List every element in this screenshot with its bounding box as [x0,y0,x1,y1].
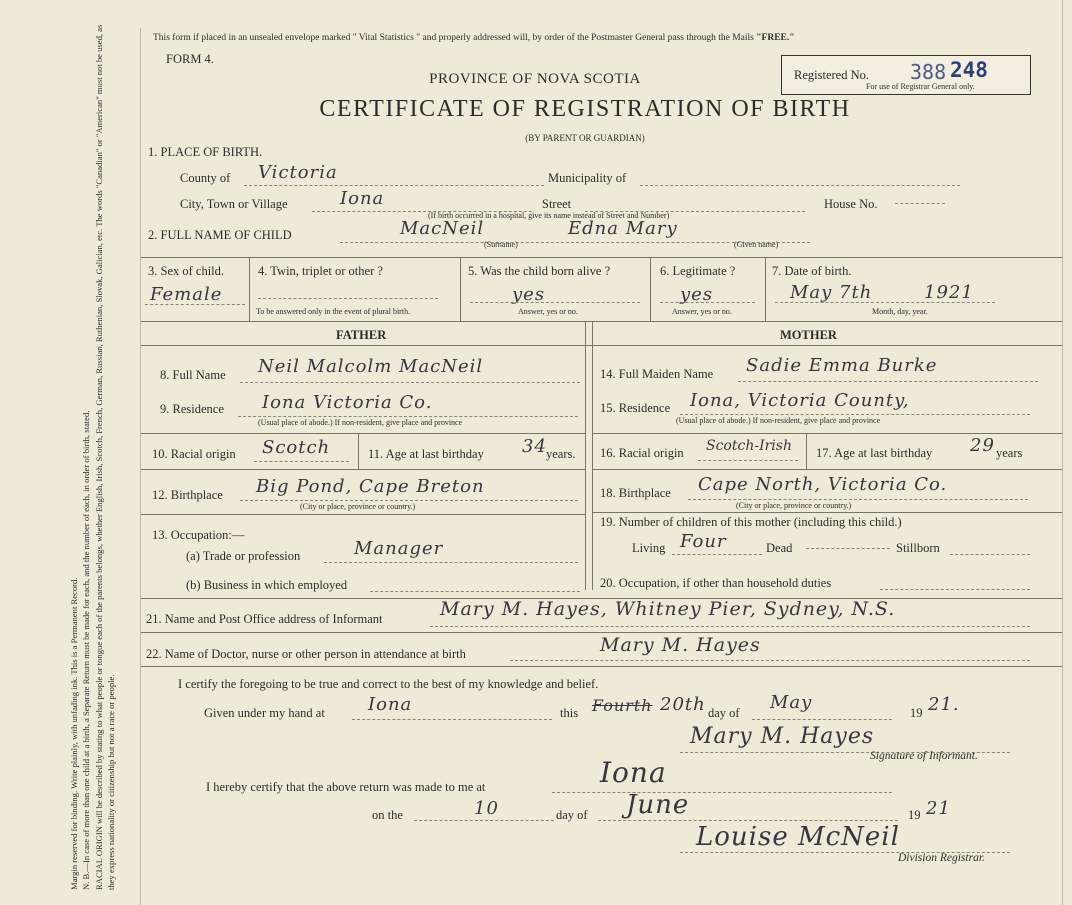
struck-day: Fourth [592,696,653,715]
registrar-day: 10 [474,798,499,819]
given-name-note: (Given name) [734,240,779,249]
registered-number-box [781,55,1031,95]
registrar-signature-label: Division Registrar. [898,852,985,864]
legitimate-value: yes [680,284,714,305]
legitimate-label: 6. Legitimate ? [660,264,736,278]
mother-birthplace-note: (City or place, province or country.) [736,501,852,510]
dead-line [806,548,890,549]
mother-residence-line [680,414,1030,415]
informant-signature: Mary M. Hayes [690,724,875,749]
house-number-label: House No. [824,197,878,211]
mother-residence-label: 15. Residence [600,401,671,415]
registered-number-part2: 248 [950,58,988,82]
informant-label: 21. Name and Post Office address of Informant [146,612,383,626]
column-divider [585,321,586,590]
street-label: Street [542,197,572,211]
divider [141,321,1062,322]
form-border-right [1062,0,1063,905]
sex-line [145,304,245,305]
informant-value: Mary M. Hayes, Whitney Pier, Sydney, N.S. [440,598,896,620]
father-trade-label: (a) Trade or profession [186,549,301,563]
registrar-signature: Louise McNeil [696,822,900,852]
plural-birth-note: To be answered only in the event of plural birth. [256,307,411,316]
father-business-line [370,591,580,592]
divider [141,632,1062,633]
living-label: Living [632,541,666,555]
date-of-birth-year: 1921 [924,282,974,303]
divider [141,345,1062,346]
father-residence-note: (Usual place of abode.) If non-resident, give place and province [258,418,463,427]
given-year: 21. [928,694,960,715]
father-birthplace-label: 12. Birthplace [152,488,223,502]
father-occupation-label: 13. Occupation:— [152,528,245,542]
house-number-line [895,203,945,204]
mother-heading: MOTHER [780,328,837,342]
nb-note: N. B.—In case of more than one child at a birth, a Separate Return must be made for each, and the number of each, in order of birth, stated. [81,410,92,890]
child-name-label: 2. FULL NAME OF CHILD [148,228,292,242]
divider [358,433,359,469]
plural-birth-line [258,298,438,299]
county-line [244,185,544,186]
father-residence-value: Iona Victoria Co. [262,392,433,413]
postal-note-text: This form if placed in an unsealed envelope marked " Vital Statistics " and properly addressed will, by order of the Postmaster General pass through the Mails [153,33,754,43]
hospital-note: (If birth occurred in a hospital, give its name instead of Street and Number) [428,211,670,220]
father-residence-line [238,416,578,417]
divider [592,433,1062,434]
mother-birthplace-line [688,499,1028,500]
divider [141,469,586,470]
doctor-line [510,660,1030,661]
father-birthplace-line [240,500,578,501]
mother-age-value: 29 [970,435,995,456]
father-trade-line [324,562,578,563]
registrar-place: Iona [600,756,667,789]
county-value: Victoria [258,162,338,183]
plural-birth-label: 4. Twin, triplet or other ? [258,264,383,278]
registrar-use-note: For use of Registrar General only. [866,82,975,91]
father-age-years: years. [546,447,576,461]
on-the-label: on the [372,808,403,822]
father-birthplace-note: (City or place, province or country.) [300,502,416,511]
divider [141,257,1062,258]
registrar-day-line [414,820,554,821]
born-alive-note: Answer, yes or no. [518,307,578,316]
sex-label: 3. Sex of child. [148,264,225,278]
father-residence-label: 9. Residence [160,402,224,416]
place-of-birth-heading: 1. PLACE OF BIRTH. [148,145,263,159]
page-subtitle: (BY PARENT OR GUARDIAN) [525,133,645,143]
given-year-prefix: 19 [910,706,923,720]
father-name-line [240,382,580,383]
racial-origin-note: RACIAL ORIGIN will be described by stating to what people or tongue each of the parents belongs, whether English, Irish, Scotch, French, German, Russian, Ruthenian, Slovak, Galician, etc. The words "Canadian" or "American" must not be used, as they express nationality or citizenship but not a race or people. [93,24,117,890]
page-title: CERTIFICATE OF REGISTRATION OF BIRTH [319,96,851,122]
divider [650,257,651,321]
form-number: FORM 4. [166,52,214,66]
mother-race-label: 16. Racial origin [600,446,684,460]
form-border-left [140,28,141,905]
city-label: City, Town or Village [180,197,288,211]
free-mark: "FREE." [756,33,795,43]
living-value: Four [680,531,727,552]
mother-birthplace-label: 18. Birthplace [600,486,671,500]
mother-residence-value: Iona, Victoria County, [690,390,910,411]
father-business-label: (b) Business in which employed [186,578,348,592]
doctor-value: Mary M. Hayes [600,634,761,656]
mother-age-label: 17. Age at last birthday [816,446,933,460]
mother-name-value: Sadie Emma Burke [746,355,938,376]
registrar-place-line [552,792,892,793]
given-month-line [752,719,892,720]
surname-note: (Surname) [484,240,518,249]
born-alive-value: yes [512,284,546,305]
stillborn-label: Stillborn [896,541,940,555]
mother-race-line [698,460,798,461]
father-race-line [254,461,349,462]
father-trade-value: Manager [354,538,444,559]
sex-value: Female [150,284,223,305]
registered-number-part1: 388 [910,60,947,84]
given-place: Iona [368,694,413,715]
divider [141,514,586,515]
father-race-label: 10. Racial origin [152,447,236,461]
dead-label: Dead [766,541,793,555]
children-count-label: 19. Number of children of this mother (including this child.) [600,515,902,529]
registered-label: Registered No. [794,68,869,82]
registrar-year-prefix: 19 [908,808,921,822]
legitimate-line [660,302,755,303]
mother-occupation-line [880,589,1030,590]
mother-birthplace-value: Cape North, Victoria Co. [698,474,948,495]
born-alive-line [470,302,640,303]
born-alive-label: 5. Was the child born alive ? [468,264,611,278]
given-day: 20th [660,694,706,715]
city-value: Iona [340,188,385,209]
registrar-statement: I hereby certify that the above return was made to me at [206,780,486,794]
father-race-value: Scotch [262,437,331,458]
father-birthplace-value: Big Pond, Cape Breton [256,476,485,497]
given-month: May [770,692,813,713]
registrar-month: June [626,790,690,820]
child-surname: MacNeil [400,218,485,239]
divider [765,257,766,321]
registrar-year: 21 [926,798,951,819]
legitimate-note: Answer, yes or no. [672,307,732,316]
father-age-value: 34 [522,436,547,457]
province-heading: PROVINCE OF NOVA SCOTIA [429,71,641,87]
divider [592,512,1062,513]
divider [249,257,250,321]
father-heading: FATHER [336,328,387,342]
sidebar-notes [0,0,132,905]
divider [141,666,1062,667]
mother-race-value: Scotch-Irish [706,438,792,454]
divider [592,469,1062,470]
certify-statement: I certify the foregoing to be true and correct to the best of my knowledge and belief. [178,677,599,691]
divider [460,257,461,321]
child-given-name: Edna Mary [568,218,678,239]
given-place-line [352,719,552,720]
registrar-day-of: day of [556,808,588,822]
stillborn-line [950,554,1030,555]
father-age-label: 11. Age at last birthday [368,447,484,461]
registrar-month-line [598,820,898,821]
date-of-birth-note: Month, day, year. [872,307,928,316]
doctor-label: 22. Name of Doctor, nurse or other person in attendance at birth [146,647,466,661]
date-of-birth-line [775,302,995,303]
date-of-birth-month-day: May 7th [790,282,873,303]
mother-residence-note: (Usual place of abode.) If non-resident, give place and province [676,416,881,425]
this-label: this [560,706,579,720]
margin-note: Margin reserved for binding. Write plainly, with unfading ink. This is a Permanent Record. [69,577,79,890]
informant-signature-label: Signature of Informant. [870,750,978,762]
sidebar-note-block [68,20,118,890]
postal-note [153,33,795,43]
divider [141,433,586,434]
mother-name-label: 14. Full Maiden Name [600,367,714,381]
column-divider [592,321,593,590]
county-label: County of [180,171,231,185]
municipality-label: Municipality of [548,171,627,185]
mother-age-years: years [996,446,1023,460]
day-of-label: day of [708,706,740,720]
informant-line [430,626,1030,627]
father-name-label: 8. Full Name [160,368,226,382]
father-name-value: Neil Malcolm MacNeil [258,356,484,377]
divider [806,433,807,469]
municipality-line [640,185,960,186]
mother-name-line [738,381,1038,382]
given-under-label: Given under my hand at [204,706,325,720]
date-of-birth-label: 7. Date of birth. [772,264,852,278]
living-line [672,554,762,555]
mother-occupation-label: 20. Occupation, if other than household duties [600,576,832,590]
